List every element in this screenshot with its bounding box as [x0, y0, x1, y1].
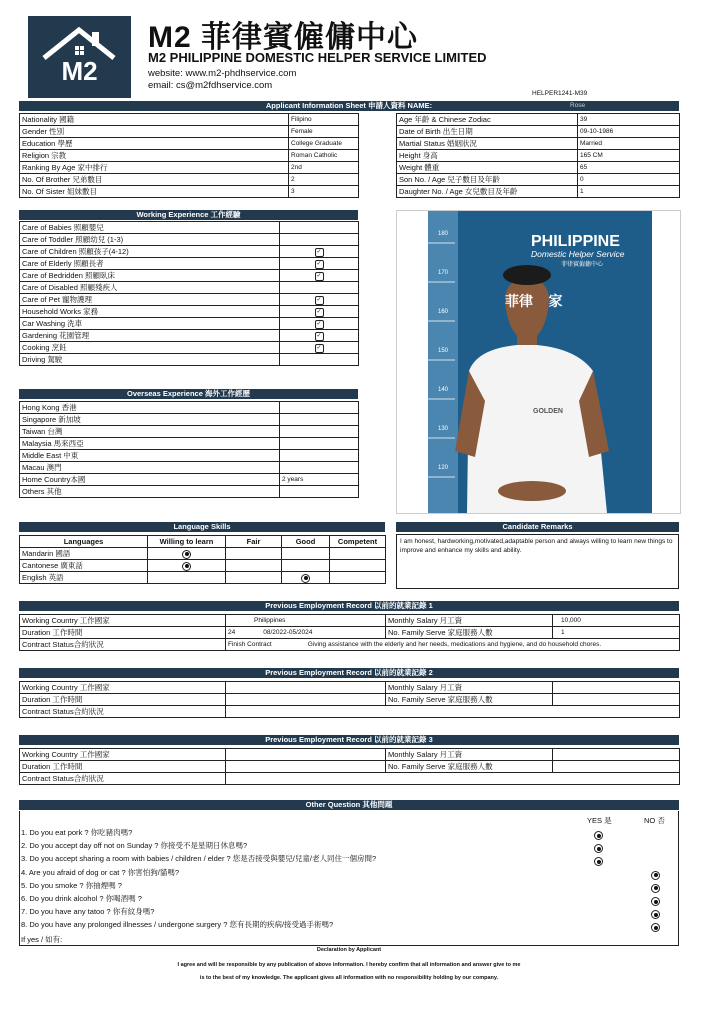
language-column-header: Competent [330, 536, 386, 548]
employment-record-header: Previous Employment Record 以前的就業記錄 3 [19, 735, 679, 745]
overseas-label: Singapore 新加坡 [20, 414, 280, 426]
experience-row [20, 222, 359, 234]
applicant-row [397, 114, 680, 126]
language-row [20, 572, 386, 584]
employment-row [20, 627, 680, 639]
overseas-label: Malaysia 馬來西亞 [20, 438, 280, 450]
field-value: Married [578, 138, 680, 150]
question-text: 8. Do you have any prolonged illnesses / undergone surgery ? 您有長期的疾病/接受過手術嗎? [21, 920, 334, 930]
language-column-header: Good [282, 536, 330, 548]
language-level-cell [148, 548, 226, 560]
country-value: Philippines [226, 615, 386, 627]
overseas-row [20, 426, 359, 438]
overseas-value [280, 438, 359, 450]
language-row [20, 548, 386, 560]
language-header-row [20, 536, 386, 548]
salary-label: Monthly Salary 月工資 [386, 749, 553, 761]
overseas-row [20, 450, 359, 462]
selected-radio-icon [301, 574, 310, 583]
applicant-info-header [19, 101, 679, 111]
duration-label: Duration 工作時間 [20, 694, 226, 706]
checkmark-icon: ✓ [316, 260, 322, 267]
overseas-experience-header: Overseas Experience 海外工作經歷 [19, 389, 358, 399]
language-level-cell [330, 560, 386, 572]
experience-row [20, 234, 359, 246]
overseas-row [20, 486, 359, 498]
duration-value [226, 761, 386, 773]
applicant-row [397, 174, 680, 186]
employment-row [20, 615, 680, 627]
experience-row [20, 330, 359, 342]
language-level-cell [330, 548, 386, 560]
field-label: Daughter No. / Age 女兒數目及年齡 [397, 186, 578, 198]
photo-wall-text: 菲律 家 [505, 293, 563, 309]
contract-status: Finish Contract [228, 641, 272, 648]
question-text: 7. Do you have any tatoo ? 你有紋身嗎? [21, 907, 155, 917]
contract-value [226, 773, 680, 785]
overseas-value [280, 402, 359, 414]
website-text: website: www.m2-phdhservice.com [148, 68, 297, 79]
declaration-title: Declaration by Applicant [316, 947, 382, 953]
family-label: No. Family Serve 家庭服務人數 [386, 761, 553, 773]
field-label: Ranking By Age 家中排行 [20, 162, 289, 174]
other-question-header: Other Question 其他問題 [19, 800, 679, 810]
ruler-label: 180 [438, 231, 449, 237]
field-label: Weight 體重 [397, 162, 578, 174]
applicant-row [20, 126, 359, 138]
no-radio-icon [651, 897, 660, 906]
experience-label: Care of Toddler 照顧幼兒 (1-3) [20, 234, 280, 246]
field-label: Religion 宗教 [20, 150, 289, 162]
family-value [553, 694, 680, 706]
selected-radio-icon [182, 550, 191, 559]
employment-record-table [19, 748, 680, 785]
language-level-cell [226, 572, 282, 584]
experience-check-cell [280, 282, 359, 294]
language-row [20, 560, 386, 572]
checkmark-icon: ✓ [316, 296, 322, 303]
field-label: Age 年齡 & Chinese Zodiac [397, 114, 578, 126]
employment-row [20, 694, 680, 706]
ruler-label: 120 [438, 465, 449, 471]
experience-row [20, 282, 359, 294]
experience-label: Cooking 烹飪 [20, 342, 280, 354]
employment-record-header: Previous Employment Record 以前的就業記錄 2 [19, 668, 679, 678]
salary-label: Monthly Salary 月工資 [386, 682, 553, 694]
field-value: 39 [578, 114, 680, 126]
experience-check-cell [280, 318, 359, 330]
employment-row [20, 682, 680, 694]
experience-check-cell [280, 342, 359, 354]
applicant-row [397, 138, 680, 150]
experience-label: Gardening 花園管理 [20, 330, 280, 342]
if-yes-label: If yes / 如有: [21, 935, 63, 944]
ruler-label: 150 [438, 348, 449, 354]
language-level-cell [148, 560, 226, 572]
question-text: 2. Do you accept day off not on Sunday ? 你接受不是星期日休息嗎? [21, 841, 248, 851]
ruler-label: 140 [438, 387, 449, 393]
checkmark-icon: ✓ [316, 272, 322, 279]
experience-row [20, 270, 359, 282]
ruler-label: 160 [438, 309, 449, 315]
field-label: No. Of Brother 兄弟數目 [20, 174, 289, 186]
experience-check-cell [280, 306, 359, 318]
contract-label: Contract Status合約狀況 [20, 773, 226, 785]
experience-row [20, 342, 359, 354]
family-value: 1 [553, 627, 680, 639]
declaration-line-2: is to the best of my knowledge. The applicant gives all information with no responsibility holding by our company. [199, 975, 499, 981]
applicant-row [397, 186, 680, 198]
field-value: 3 [289, 186, 359, 198]
field-label: Education 學歷 [20, 138, 289, 150]
applicant-row [20, 174, 359, 186]
contract-value [226, 706, 680, 718]
language-skills-table [19, 535, 386, 584]
salary-value [553, 749, 680, 761]
field-value: Female [289, 126, 359, 138]
duration-label: Duration 工作時間 [20, 627, 226, 639]
brand-title: M2 菲律賓僱傭中心 [148, 21, 419, 54]
applicant-row [20, 150, 359, 162]
language-level-cell [282, 548, 330, 560]
experience-check-cell [280, 294, 359, 306]
no-radio-icon [651, 871, 660, 880]
duration-value [226, 627, 386, 639]
language-label: English 英語 [20, 572, 148, 584]
applicant-row [20, 114, 359, 126]
checkmark-icon: ✓ [316, 332, 322, 339]
experience-check-cell [280, 246, 359, 258]
experience-label: Care of Babies 照顧嬰兒 [20, 222, 280, 234]
field-value: 2nd [289, 162, 359, 174]
salary-value [553, 682, 680, 694]
experience-row [20, 246, 359, 258]
no-column-label: NO 否 [644, 816, 665, 825]
applicant-photo [396, 210, 681, 514]
experience-check-cell [280, 222, 359, 234]
field-value: 165 CM [578, 150, 680, 162]
photo-banner-cn: 菲律賓僱傭中心 [561, 262, 604, 268]
email-text: email: cs@m2fdhservice.com [148, 80, 273, 91]
language-label: Mandarin 國語 [20, 548, 148, 560]
employment-row [20, 639, 680, 651]
field-value: Roman Catholic [289, 150, 359, 162]
experience-row [20, 318, 359, 330]
candidate-remarks-text: I am honest, hardworking,motivated,adaptable person and always willing to learn new things to improve and enhance my skills and ability. [396, 534, 679, 589]
field-value: 1 [578, 186, 680, 198]
checkmark-icon: ✓ [316, 320, 322, 327]
photo-shirt-text: GOLDEN [533, 408, 563, 415]
yes-column-label: YES 是 [587, 816, 612, 825]
employment-row [20, 706, 680, 718]
logo-text: M2 [61, 56, 98, 86]
family-label: No. Family Serve 家庭服務人數 [386, 627, 553, 639]
language-label: Cantonese 廣東話 [20, 560, 148, 572]
language-column-header: Willing to learn [148, 536, 226, 548]
applicant-row [20, 162, 359, 174]
applicant-row [397, 162, 680, 174]
field-label: Martial Status 婚姻狀況 [397, 138, 578, 150]
applicant-row [20, 186, 359, 198]
language-level-cell [226, 560, 282, 572]
experience-label: Car Washing 洗車 [20, 318, 280, 330]
country-label: Working Country 工作國家 [20, 749, 226, 761]
overseas-value [280, 486, 359, 498]
checkmark-icon: ✓ [316, 248, 322, 255]
field-label: Gender 性別 [20, 126, 289, 138]
overseas-row [20, 414, 359, 426]
company-logo [28, 16, 131, 98]
experience-label: Care of Children 照顧孩子(4-12) [20, 246, 280, 258]
overseas-label: Hong Kong 香港 [20, 402, 280, 414]
duration-months: 24 [228, 629, 236, 636]
language-level-cell [282, 572, 330, 584]
country-value [226, 749, 386, 761]
experience-check-cell [280, 330, 359, 342]
question-text: 1. Do you eat pork ? 你吃豬肉嗎? [21, 828, 133, 837]
experience-check-cell [280, 354, 359, 366]
experience-check-cell [280, 234, 359, 246]
experience-check-cell [280, 258, 359, 270]
applicant-name: Rose [570, 102, 586, 109]
ruler-label: 170 [438, 270, 449, 276]
language-column-header: Fair [226, 536, 282, 548]
experience-label: Household Works 家務 [20, 306, 280, 318]
applicant-row [397, 150, 680, 162]
overseas-value [280, 414, 359, 426]
employment-row [20, 761, 680, 773]
employment-record-table [19, 681, 680, 718]
experience-label: Driving 駕駛 [20, 354, 280, 366]
salary-label: Monthly Salary 月工資 [386, 615, 553, 627]
candidate-remarks-header: Candidate Remarks [396, 522, 679, 532]
overseas-value [280, 462, 359, 474]
experience-label: Care of Bedridden 照顧臥床 [20, 270, 280, 282]
experience-check-cell [280, 270, 359, 282]
field-value: 0 [578, 174, 680, 186]
employment-row [20, 749, 680, 761]
overseas-label: Macau 澳門 [20, 462, 280, 474]
field-label: Date of Birth 出生日期 [397, 126, 578, 138]
overseas-label: Home Country本國 [20, 474, 280, 486]
country-value [226, 682, 386, 694]
field-value: Filipino [289, 114, 359, 126]
overseas-row [20, 438, 359, 450]
duration-value [226, 694, 386, 706]
applicant-info-title: Applicant Information Sheet 申請人資料 NAME: [265, 101, 433, 110]
overseas-label: Taiwan 台灣 [20, 426, 280, 438]
applicant-left-table [19, 113, 359, 198]
question-text: 5. Do you smoke ? 你抽煙嗎 ? [21, 880, 122, 890]
no-radio-icon [651, 884, 660, 893]
question-text: 4. Are you afraid of dog or cat ? 你害怕狗/貓嗎? [21, 867, 179, 877]
question-text: 6. Do you drink alcohol ? 你喝酒嗎 ? [21, 894, 142, 903]
contract-label: Contract Status合約狀況 [20, 639, 226, 651]
question-text: 3. Do you accept sharing a room with babies / children / elder ? 您是否接受與嬰兒/兒童/老人同住一個房間? [21, 854, 377, 864]
language-skills-header: Language Skills [19, 522, 385, 532]
experience-row [20, 294, 359, 306]
overseas-row [20, 462, 359, 474]
language-level-cell [330, 572, 386, 584]
family-value [553, 761, 680, 773]
overseas-row [20, 474, 359, 486]
applicant-right-table [396, 113, 680, 198]
salary-value: 10,000 [553, 615, 680, 627]
brand-subtitle: M2 PHILIPPINE DOMESTIC HELPER SERVICE LIMITED [148, 50, 487, 65]
working-experience-header: Working Experience 工作經驗 [19, 210, 358, 220]
duration-label: Duration 工作時間 [20, 761, 226, 773]
employment-row [20, 773, 680, 785]
experience-label: Care of Pet 寵物護理 [20, 294, 280, 306]
language-column-header: Languages [20, 536, 148, 548]
experience-row [20, 258, 359, 270]
checkmark-icon: ✓ [316, 308, 322, 315]
field-value: 65 [578, 162, 680, 174]
contract-duties: Giving assistance with the elderly and her needs, medications and hygiene, and do household chores. [307, 641, 602, 648]
overseas-value: 2 years [280, 474, 359, 486]
overseas-value [280, 426, 359, 438]
family-label: No. Family Serve 家庭服務人數 [386, 694, 553, 706]
employment-record-table [19, 614, 680, 651]
language-level-cell [282, 560, 330, 572]
photo-banner-sub: Domestic Helper Service [531, 249, 625, 259]
experience-row [20, 306, 359, 318]
yes-radio-icon [594, 831, 603, 840]
country-label: Working Country 工作國家 [20, 682, 226, 694]
selected-radio-icon [182, 562, 191, 571]
duration-dates: 08/2022-05/2024 [263, 629, 313, 636]
experience-label: Care of Elderly 照顧長者 [20, 258, 280, 270]
field-label: Nationality 國籍 [20, 114, 289, 126]
overseas-experience-table [19, 401, 359, 498]
applicant-row [20, 138, 359, 150]
employment-record-header: Previous Employment Record 以前的就業記錄 1 [19, 601, 679, 611]
contract-value [226, 639, 680, 651]
language-level-cell [148, 572, 226, 584]
country-label: Working Country 工作國家 [20, 615, 226, 627]
language-level-cell [226, 548, 282, 560]
field-value: 2 [289, 174, 359, 186]
field-value: 09-10-1986 [578, 126, 680, 138]
field-label: Son No. / Age 兒子數目及年齡 [397, 174, 578, 186]
checkmark-icon: ✓ [316, 344, 322, 351]
photo-banner: PHILIPPINE [531, 233, 620, 250]
overseas-label: Middle East 中東 [20, 450, 280, 462]
field-label: No. Of Sister 姐妹數目 [20, 186, 289, 198]
working-experience-table [19, 221, 359, 366]
experience-row [20, 354, 359, 366]
overseas-row [20, 402, 359, 414]
experience-label: Care of Disabled 照顧殘疾人 [20, 282, 280, 294]
reference-code: HELPER1241-M39 [532, 90, 588, 97]
applicant-row [397, 126, 680, 138]
field-value: College Graduate [289, 138, 359, 150]
overseas-label: Others 其他 [20, 486, 280, 498]
declaration-line-1: I agree and will be responsible by any publication of above information. I hereby confirm that all information and answer give to me [177, 962, 521, 968]
overseas-value [280, 450, 359, 462]
ruler-label: 130 [438, 426, 449, 432]
field-label: Height 身高 [397, 150, 578, 162]
contract-label: Contract Status合約狀況 [20, 706, 226, 718]
